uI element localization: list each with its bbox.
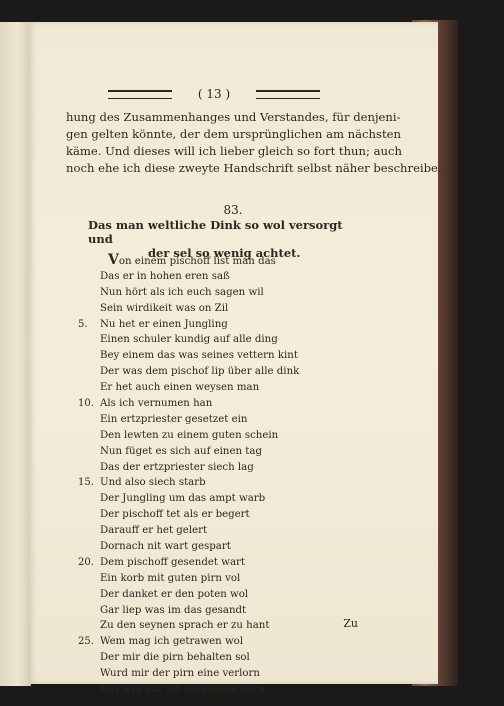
poem-line-text: Als ich vernumen han [100, 398, 213, 410]
poem-line-text: Dem pischoff gesendet wart [100, 556, 245, 568]
book-page [28, 22, 442, 696]
poem-line-text: Nun füget es sich auf einen tag [100, 445, 262, 457]
poem-line-text: Gar liep was im das gesandt [100, 604, 247, 616]
drop-initial: V [108, 252, 119, 268]
poem-title-line: der sel so wenig achtet. [148, 246, 301, 260]
poem-line [78, 603, 378, 619]
poem-line [78, 555, 378, 571]
poem-line [78, 618, 378, 634]
line-number: 5. [78, 318, 88, 330]
poem-line [78, 491, 378, 507]
poem-line-text: Bey einem das was seines vettern kint [100, 350, 298, 362]
poem-line [78, 460, 378, 476]
page-number: ( 13 ) [197, 87, 231, 101]
prose-line: käme. Und dieses will ich lieber gleich so fort thun; auch [66, 144, 402, 158]
prose-line: gen gelten könnte, der dem ursprünglichen am nächsten [66, 127, 401, 141]
poem-line [78, 507, 378, 523]
poem-line-text: Der mir die pirn behalten sol [100, 652, 250, 664]
poem-body [78, 253, 378, 698]
line-number: 15. [78, 477, 94, 489]
poem-line-text: Das der ertzpriester siech lag [100, 461, 254, 473]
poem-line [78, 364, 378, 380]
poem-line-text: Er het auch einen weysen man [100, 382, 260, 394]
poem-line-text: Zu den seynen sprach er zu hant [100, 620, 270, 632]
poem-line-text: Darauff er het gelert [100, 525, 208, 537]
poem-line [78, 301, 378, 317]
poem-line [78, 412, 378, 428]
poem-line-text: Ein ertzpriester gesetzet ein [100, 413, 248, 425]
poem-line-text: Der danket er den poten wol [100, 588, 249, 600]
line-number: 20. [78, 556, 94, 568]
poem-line-text: Nun hört als ich euch sagen wil [100, 286, 264, 298]
poem-line-text: Einen schuler kundig auf alle ding [100, 334, 278, 346]
poem-line [78, 269, 378, 285]
poem-line-text: Den lewten zu einem guten schein [100, 429, 279, 441]
poem-line-text: Sein wirdikeit was on Zil [100, 302, 229, 314]
poem-line [78, 587, 378, 603]
previous-page-edge [0, 22, 31, 686]
poem-line-text: Nu het er einen Jungling [100, 318, 228, 330]
poem-line [78, 285, 378, 301]
header-rule-right [256, 90, 320, 99]
poem-line [78, 317, 378, 333]
poem-line-text: Ein korb mit guten pirn vol [100, 572, 241, 584]
header-rule-left [108, 90, 172, 99]
poem-line [78, 444, 378, 460]
poem-title-line: Das man weltliche Dink so wol versorgt und [88, 218, 343, 246]
poem-line [78, 650, 378, 666]
poem-line-text: Das wer mir nit ein cleiner zorn [100, 684, 265, 696]
poem-line-text: Wem mag ich getrawen wol [100, 636, 244, 648]
poem-line-text: Wurd mir der pirn eine verlorn [100, 668, 260, 680]
poem-line-text: Der was dem pischof lip über alle dink [100, 366, 300, 378]
poem-line-text: Der Jungling um das ampt warb [100, 493, 266, 505]
poem-line-text: Das er in hohen eren saß [100, 270, 230, 282]
poem-line-text: Und also siech starb [100, 477, 206, 489]
poem-line [78, 571, 378, 587]
poem-line [78, 428, 378, 444]
catchword: Zu [343, 617, 358, 630]
line-number: 25. [78, 636, 94, 648]
section-number: 83. [223, 203, 243, 217]
poem-line [78, 332, 378, 348]
poem-line-text: Der pischoff tet als er begert [100, 509, 250, 521]
poem-line-text: Dornach nit wart gespart [100, 541, 231, 553]
poem-line [78, 634, 378, 650]
prose-paragraph [66, 109, 442, 177]
poem-line [78, 396, 378, 412]
poem-line [78, 475, 378, 491]
prose-line: noch ehe ich diese zweyte Handschrift selbst näher beschreibe. [66, 161, 442, 175]
line-number: 10. [78, 398, 94, 410]
poem-line [78, 682, 378, 698]
poem-line-text: on einem pischoff list man das [118, 256, 276, 267]
page-header [108, 85, 320, 103]
prose-line: hung des Zusammenhanges und Verstandes, für denjeni- [66, 110, 401, 124]
poem-line [78, 539, 378, 555]
poem-line [78, 666, 378, 682]
poem-line [78, 523, 378, 539]
poem-line [78, 348, 378, 364]
poem-line [78, 380, 378, 396]
poem-line [78, 253, 378, 269]
